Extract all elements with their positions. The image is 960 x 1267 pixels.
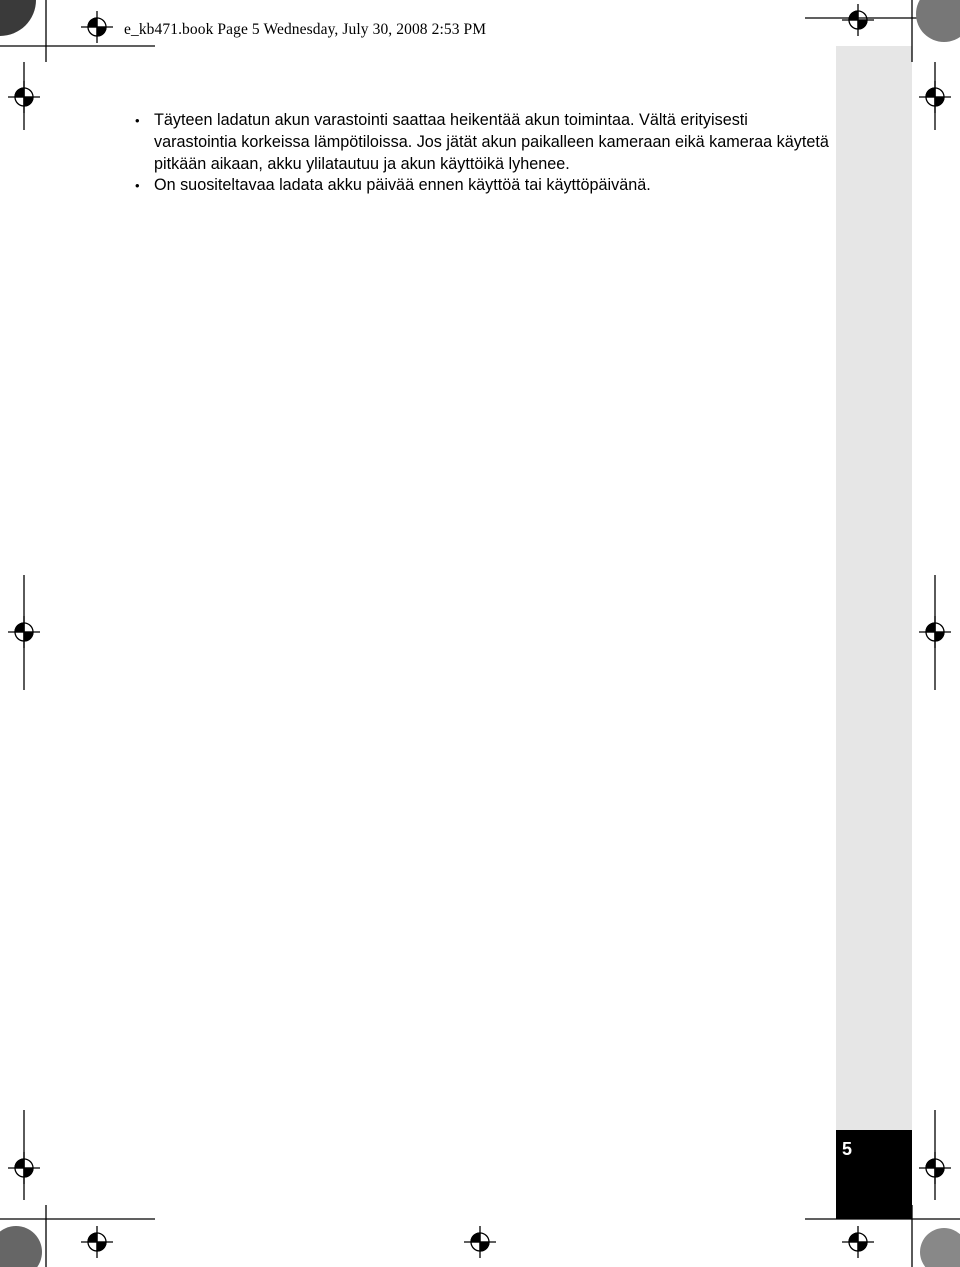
page-number: 5: [842, 1139, 853, 1159]
bullet-text: On suositeltavaa ladata akku päivää ennen käyttöä tai käyttöpäivänä.: [154, 176, 651, 195]
bullet-icon: •: [135, 178, 140, 194]
print-header-line: e_kb471.book Page 5 Wednesday, July 30, 2008 2:53 PM: [124, 21, 487, 38]
bullet-icon: •: [135, 113, 140, 128]
bullet-text: Täyteen ladatun akun varastointi saattaa heikentää akun toimintaa. Vältä erityisesti varastointia korkeissa lämpötiloissa. Jos jätät akun paikalleen kameraan eikä kameraa käytetä pitkään aikaan, akku ylilatautuu ja akun käyttöikä lyhenee.: [154, 111, 829, 173]
